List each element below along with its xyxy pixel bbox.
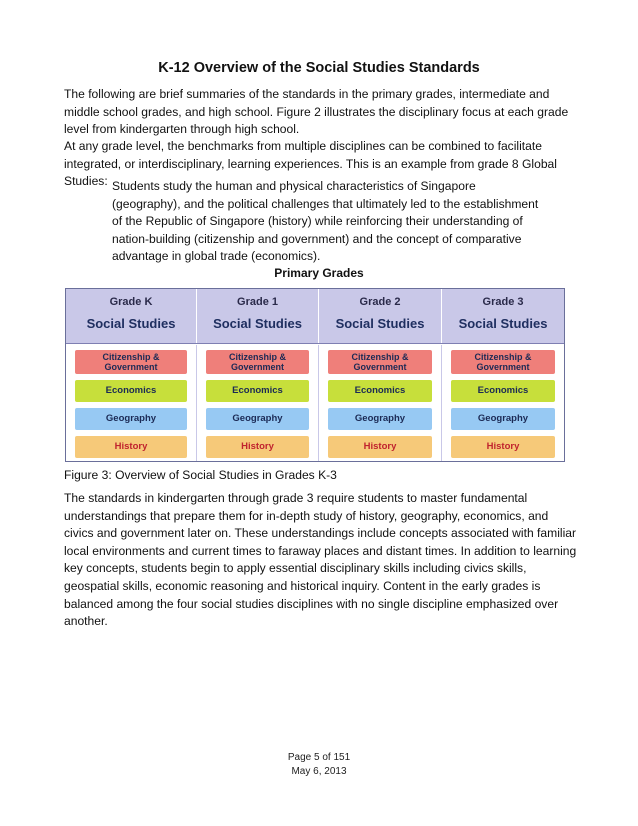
quote-line: nation-building (citizenship and government) and the concept of comparative bbox=[112, 231, 522, 246]
geography-chip: Geography bbox=[451, 408, 555, 430]
quote-line: advantage in global trade (economics). bbox=[112, 249, 321, 264]
history-chip: History bbox=[328, 436, 432, 458]
closing-paragraph bbox=[64, 490, 577, 631]
subject-label: Social Studies bbox=[458, 316, 548, 331]
grade-column-1 bbox=[197, 345, 319, 461]
geography-chip: Geography bbox=[75, 408, 187, 430]
economics-chip: Economics bbox=[206, 380, 309, 402]
closing-line: geospatial skills, economic reasoning and historical inquiry. Content in the early grades is bbox=[64, 578, 541, 593]
subject-label: Social Studies bbox=[213, 316, 302, 331]
subject-label: Social Studies bbox=[86, 316, 176, 331]
page-title: K-12 Overview of the Social Studies Standards bbox=[158, 60, 480, 76]
geography-chip: Geography bbox=[328, 408, 432, 430]
grade-header-k bbox=[66, 289, 197, 343]
subject-label: Social Studies bbox=[335, 316, 425, 331]
grade-header-row bbox=[66, 289, 564, 344]
history-chip: History bbox=[451, 436, 555, 458]
grade-header-2 bbox=[319, 289, 442, 343]
benchmark-line: integrated, or interdisciplinary, learning experiences. This is an example from grade 8 Global bbox=[64, 156, 557, 171]
grade-label: Grade 1 bbox=[237, 296, 278, 308]
page-number: Page 5 of 151 bbox=[287, 752, 351, 763]
citizenship-government-chip: Citizenship & Government bbox=[75, 350, 187, 374]
benchmark-line: At any grade level, the benchmarks from multiple disciplines can be combined to facilitate bbox=[64, 139, 542, 153]
benchmark-line: Studies: bbox=[64, 174, 108, 189]
example-quote bbox=[112, 178, 572, 266]
grade-label: Grade 2 bbox=[359, 296, 401, 308]
history-chip: History bbox=[206, 436, 309, 458]
economics-chip: Economics bbox=[75, 380, 187, 402]
citizenship-government-chip: Citizenship & Government bbox=[328, 350, 432, 374]
quote-line: Students study the human and physical characteristics of Singapore bbox=[112, 179, 476, 193]
closing-line: key concepts, students begin to apply essential disciplinary skills including civics skills, bbox=[64, 561, 527, 576]
figure-caption: Figure 3: Overview of Social Studies in Grades K-3 bbox=[64, 468, 337, 482]
quote-line: (geography), and the political challenges that ultimately led to the establishment bbox=[112, 196, 539, 211]
grade-column-k bbox=[66, 345, 197, 461]
intro-line: The following are brief summaries of the standards in the primary grades, intermediate and bbox=[64, 87, 550, 101]
grades-figure bbox=[65, 288, 565, 462]
closing-line: understandings that prepare them for in-depth study of history, geography, economics, and bbox=[64, 508, 549, 523]
grade-column-2 bbox=[319, 345, 442, 461]
closing-line: another. bbox=[64, 614, 108, 629]
intro-line: middle school grades, and high school. Figure 2 illustrates the disciplinary focus at each grade bbox=[64, 104, 569, 119]
grade-header-3 bbox=[442, 289, 564, 343]
geography-chip: Geography bbox=[206, 408, 309, 430]
citizenship-government-chip: Citizenship & Government bbox=[451, 350, 555, 374]
intro-line: level from kindergarten through high school. bbox=[64, 122, 300, 137]
citizenship-government-chip: Citizenship & Government bbox=[206, 350, 309, 374]
grade-label: Grade 3 bbox=[482, 296, 524, 308]
closing-line: balanced among the four social studies disciplines with no single discipline emphasized over bbox=[64, 596, 559, 611]
section-heading: Primary Grades bbox=[274, 266, 364, 280]
closing-line: The standards in kindergarten through grade 3 require students to master fundamental bbox=[64, 491, 528, 505]
page-date: May 6, 2013 bbox=[291, 766, 347, 777]
quote-line: of the Republic of Singapore (history) while reinforcing their understanding of bbox=[112, 214, 523, 229]
history-chip: History bbox=[75, 436, 187, 458]
grade-header-1 bbox=[197, 289, 319, 343]
grade-label: Grade K bbox=[109, 296, 153, 308]
economics-chip: Economics bbox=[328, 380, 432, 402]
closing-line: civics and government later on. These understandings include concepts associated with familiar bbox=[64, 526, 577, 541]
intro-paragraph bbox=[64, 86, 574, 139]
closing-line: local environments and current times to faraway places and distant times. In addition to learning bbox=[64, 543, 577, 558]
economics-chip: Economics bbox=[451, 380, 555, 402]
grade-column-3 bbox=[442, 345, 564, 461]
